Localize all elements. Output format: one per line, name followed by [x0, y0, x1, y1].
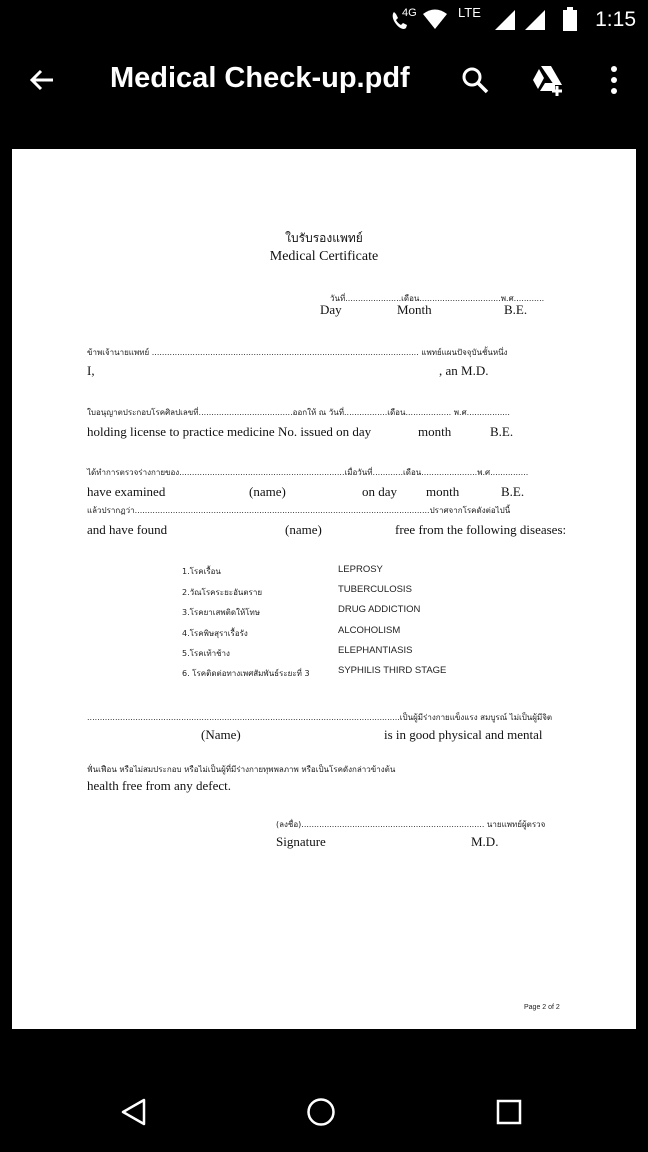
disease-1-english: LEPROSY: [338, 564, 383, 575]
line2-english-b: month: [418, 424, 452, 439]
line2-english-a: holding license to practice medicine No. issued on day: [87, 424, 372, 439]
signature-label: Signature: [276, 834, 326, 849]
network-type: 4G: [402, 7, 417, 19]
line2-english-c: B.E.: [490, 424, 514, 439]
line4-english-a: and have found: [87, 522, 168, 537]
line4-english-c: free from the following diseases:: [395, 522, 567, 537]
navigation-bar: [0, 1072, 648, 1152]
line3-english-d: month: [426, 484, 460, 499]
line3-english-c: on day: [362, 484, 398, 499]
nav-recents-button[interactable]: [485, 1088, 533, 1136]
search-icon: [460, 65, 490, 95]
signature-md: M.D.: [471, 834, 499, 849]
line6-english: health free from any defect.: [87, 778, 232, 793]
disease-2-english: TUBERCULOSIS: [338, 584, 412, 595]
signal-icon-1: [494, 9, 516, 31]
pdf-page[interactable]: [12, 149, 636, 1029]
disease-3-thai: 3.โรคยาเสพติดให้โทษ: [182, 608, 261, 617]
disease-4-thai: 4.โรคพิษสุราเรื้อรัง: [182, 629, 248, 638]
nav-back-button[interactable]: [110, 1088, 158, 1136]
disease-4-english: ALCOHOLISM: [338, 625, 401, 636]
search-button[interactable]: [453, 58, 497, 102]
nav-home-button[interactable]: [297, 1088, 345, 1136]
back-button[interactable]: [20, 58, 64, 102]
disease-1-thai: 1.โรคเรื้อน: [182, 567, 221, 576]
clock: 1:15: [595, 8, 636, 31]
title-thai: ใบรับรองแพทย์: [285, 231, 363, 245]
status-bar: [0, 0, 648, 40]
more-options-button[interactable]: [592, 58, 636, 102]
line5-thai: ...........................................................................................................................เป็นผู้มีร่างกายแข็งแรง สมบูรณ์ ไม่เป็นผู้มีจิต: [87, 713, 553, 722]
line3-thai: ได้ทำการตรวจร่างกายของ.................................................................เมื่อวันที่............เดือน......................พ.ศ...............: [87, 468, 529, 477]
drive-add-icon: [530, 64, 566, 96]
title-english: Medical Certificate: [269, 249, 379, 264]
line3-english-e: B.E.: [501, 484, 525, 499]
line4-english-b: (name): [285, 522, 322, 537]
date-month: Month: [397, 302, 432, 317]
line5-english-b: is in good physical and mental: [384, 727, 543, 742]
date-be: B.E.: [504, 302, 528, 317]
signal-icon-2: [524, 9, 546, 31]
disease-2-thai: 2.วัณโรคระยะอันตราย: [182, 588, 263, 597]
date-line-thai: วันที่......................เดือน................................พ.ศ............: [330, 294, 545, 303]
disease-3-english: DRUG ADDICTION: [338, 604, 421, 615]
line1-english-b: , an M.D.: [439, 363, 489, 378]
line3-english-a: have examined: [87, 484, 166, 499]
home-circle-icon: [305, 1096, 337, 1128]
line5-english-a: (Name): [201, 727, 241, 742]
battery-icon: [562, 7, 578, 31]
back-triangle-icon: [119, 1097, 149, 1127]
disease-5-thai: 5.โรคเท้าช้าง: [182, 649, 230, 658]
wifi-icon: [422, 8, 448, 30]
disease-6-thai: 6. โรคติดต่อทางเพศสัมพันธ์ระยะที่ 3: [182, 669, 310, 678]
disease-5-english: ELEPHANTIASIS: [338, 645, 413, 656]
line2-thai: ใบอนุญาตประกอบโรคศิลปเลขที่.....................................ออกให้ ณ วันที่.................เดือน.................. พ.ศ.................: [87, 408, 510, 417]
app-bar: [0, 40, 648, 120]
more-vert-icon: [609, 65, 619, 95]
line1-english-a: I,: [87, 363, 95, 378]
line6-thai: ฟั่นเฟือน หรือไม่สมประกอบ หรือไม่เป็นผู้ที่มีร่างกายทุพพลภาพ หรือเป็นโรคดังกล่าวข้างต้น: [87, 765, 396, 774]
line1-thai: ข้าพเจ้านายแพทย์ ......................................................................................................... แพทย์แผนปัจจุบันชั้นหนึ่ง: [87, 348, 508, 357]
date-day: Day: [320, 302, 342, 317]
back-arrow-icon: [28, 66, 56, 94]
recents-square-icon: [495, 1098, 523, 1126]
lte-label: LTE: [458, 5, 481, 20]
add-to-drive-button[interactable]: [526, 58, 570, 102]
line4-thai: แล้วปรากฏว่า....................................................................................................................ปราศจากโรคดังต่อไปนี้: [87, 506, 511, 515]
line3-english-b: (name): [249, 484, 286, 499]
document-title: Medical Check-up.pdf: [110, 62, 410, 94]
page-number: Page 2 of 2: [524, 1004, 560, 1011]
disease-6-english: SYPHILIS THIRD STAGE: [338, 665, 447, 676]
signature-thai: (ลงชื่อ)........................................................................ นายแพทย์ผู้ตรวจ: [276, 820, 546, 829]
